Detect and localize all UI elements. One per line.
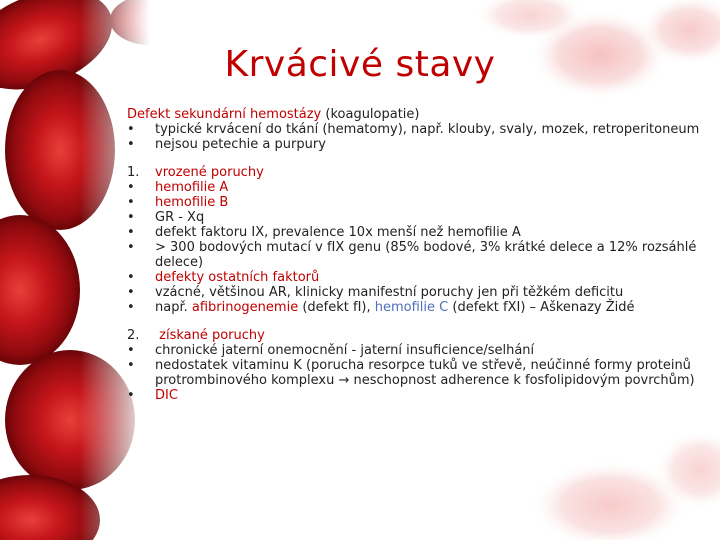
bullet: • <box>127 300 135 315</box>
list-item-text: typické krvácení do tkání (hematomy), např. klouby, svaly, mozek, retroperitoneum <box>155 122 700 137</box>
bullet: • <box>127 180 135 195</box>
bullet: • <box>127 195 135 210</box>
section-heading <box>127 328 707 343</box>
section-heading <box>127 107 707 122</box>
bullet: • <box>127 358 135 373</box>
list-item-text: defekt faktoru IX, prevalence 10x menší než hemofilie A <box>155 225 521 240</box>
list-item <box>127 343 707 358</box>
list-item-text: hemofilie B <box>155 195 229 210</box>
heading-highlight: Defekt sekundární hemostázy <box>127 107 322 122</box>
list-item <box>127 180 707 195</box>
list-item <box>127 122 707 137</box>
section-number: 1. <box>127 165 140 180</box>
list-item-text: defekty ostatních faktorů <box>155 270 320 285</box>
list-item <box>127 240 707 270</box>
term-hemofilie-c: hemofilie C <box>374 300 449 315</box>
list-item <box>127 195 707 210</box>
list-item <box>127 285 707 300</box>
list-item-text: DIC <box>155 388 178 403</box>
bullet: • <box>127 388 135 403</box>
text-part: např. <box>155 300 192 315</box>
section-acquired <box>127 328 707 403</box>
list-item <box>127 210 707 225</box>
heading-text: získané poruchy <box>155 328 265 343</box>
bullet: • <box>127 137 135 152</box>
cell-shape <box>0 215 80 365</box>
list-item <box>127 137 707 152</box>
section-congenital <box>127 165 707 315</box>
section-secondary-hemostasis <box>127 107 707 152</box>
list-item <box>127 388 707 403</box>
heading-rest: (koagulopatie) <box>321 107 420 122</box>
list-item-text: GR - Xq <box>155 210 205 225</box>
text-part: (defekt fXI) – Aškenazy Židé <box>448 300 635 315</box>
section-number: 2. <box>127 328 140 343</box>
term-afibrinogenemie: afibrinogenemie <box>191 300 299 315</box>
list-item-text: chronické jaterní onemocnění - jaterní insuficience/selhání <box>155 343 535 358</box>
slide-body <box>127 107 707 416</box>
list-item-text: nedostatek vitaminu K (porucha resorpce tuků ve střevě, neúčinné formy proteinů protrombinového komplexu → neschopnost adherence k fosfolipidovým povrchům) <box>155 358 695 388</box>
slide-title: Krvácivé stavy <box>224 44 496 85</box>
list-item <box>127 225 707 240</box>
text-part: (defekt fI), <box>298 300 375 315</box>
bullet: • <box>127 270 135 285</box>
list-item-text: hemofilie A <box>155 180 229 195</box>
bullet: • <box>127 122 135 137</box>
bullet: • <box>127 225 135 240</box>
bullet: • <box>127 240 135 255</box>
list-item <box>127 270 707 285</box>
section-heading <box>127 165 707 180</box>
bullet: • <box>127 285 135 300</box>
bullet: • <box>127 343 135 358</box>
heading-text: vrozené poruchy <box>155 165 264 180</box>
list-item-text: nejsou petechie a purpury <box>155 137 326 152</box>
list-item-text: vzácné, většinou AR, klinicky manifestní poruchy jen při těžkém deficitu <box>155 285 624 300</box>
list-item <box>127 358 707 388</box>
list-item <box>127 300 707 315</box>
list-item-text: > 300 bodových mutací v fIX genu (85% bodové, 3% krátké delece a 12% rozsáhlé delece) <box>155 240 697 270</box>
bullet: • <box>127 210 135 225</box>
